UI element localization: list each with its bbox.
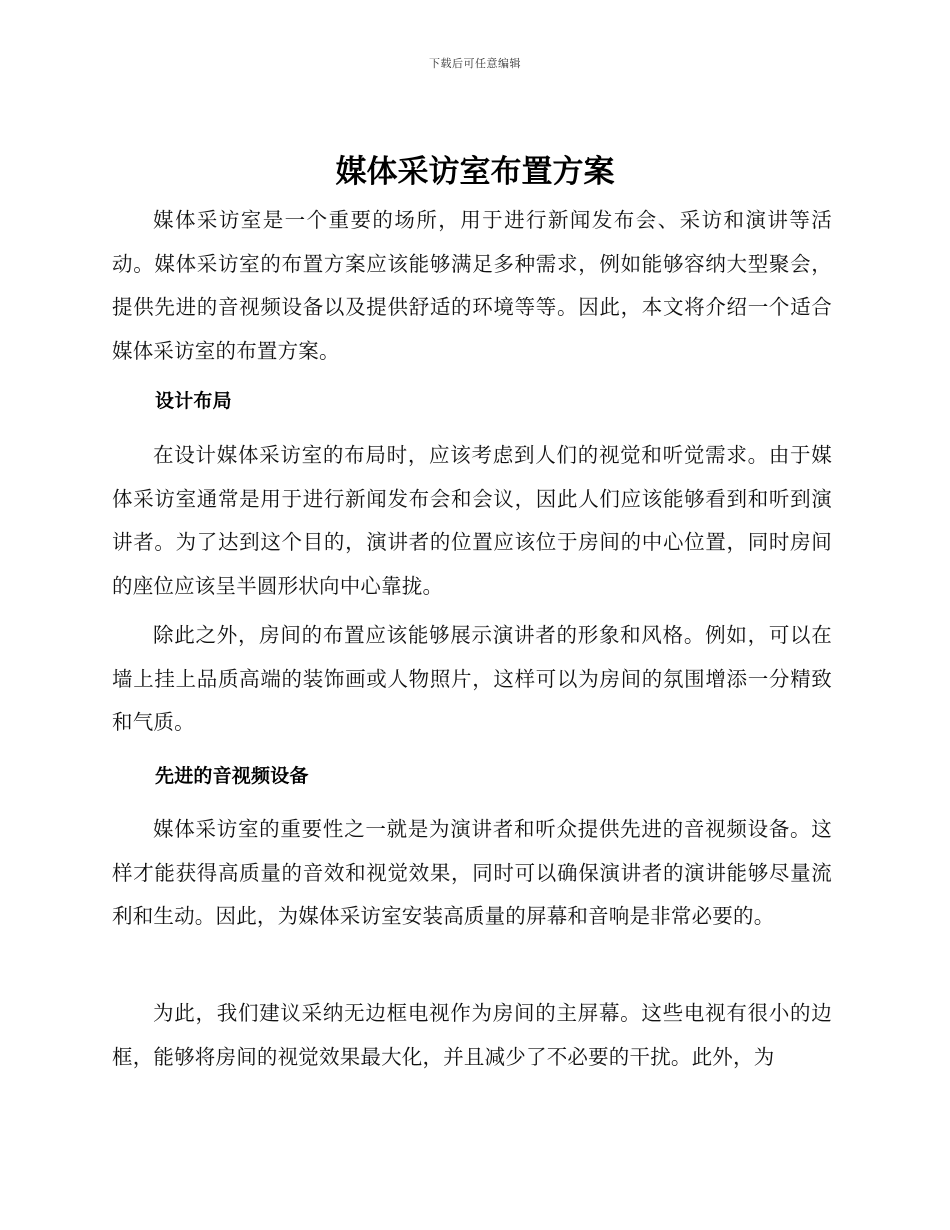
header-note: 下载后可任意编辑 <box>429 57 521 70</box>
paragraph: 在设计媒体采访室的布局时，应该考虑到人们的视觉和听觉需求。由于媒体采访室通常是用于进行新闻发布会和会议，因此人们应该能够看到和听到演讲者。为了达到这个目的，演讲者的位置应该位于房间的中心位置，同时房间的座位应该呈半圆形状向中心靠拢。 <box>112 443 832 598</box>
section-heading: 设计布局 <box>155 390 232 412</box>
section-design-layout-body <box>112 434 832 608</box>
paragraph: 除此之外，房间的布置应该能够展示演讲者的形象和风格。例如，可以在墙上挂上品质高端的装饰画或人物照片，这样可以为房间的氛围增添一分精致和气质。 <box>112 623 832 734</box>
document-title: 媒体采访室布置方案 <box>335 154 615 190</box>
intro-paragraph: 媒体采访室是一个重要的场所，用于进行新闻发布会、采访和演讲等活动。媒体采访室的布置方案应该能够满足多种需求，例如能够容纳大型聚会，提供先进的音视频设备以及提供舒适的环境等等。因此，本文将介绍一个适合媒体采访室的布置方案。 <box>112 208 832 363</box>
section-av-equipment-body <box>112 808 832 939</box>
section-design-layout <box>112 380 832 424</box>
section-design-layout-body-2 <box>112 614 832 745</box>
section-av-equipment-body-2 <box>112 992 832 1079</box>
paragraph: 为此，我们建议采纳无边框电视作为房间的主屏幕。这些电视有很小的边框，能够将房间的视觉效果最大化，并且减少了不必要的干扰。此外，为 <box>112 1001 832 1069</box>
paragraph: 媒体采访室的重要性之一就是为演讲者和听众提供先进的音视频设备。这样才能获得高质量的音效和视觉效果，同时可以确保演讲者的演讲能够尽量流利和生动。因此，为媒体采访室安装高质量的屏幕和音响是非常必要的。 <box>112 817 832 928</box>
section-av-equipment <box>112 755 832 799</box>
document-body <box>112 199 832 373</box>
section-heading: 先进的音视频设备 <box>155 765 309 787</box>
